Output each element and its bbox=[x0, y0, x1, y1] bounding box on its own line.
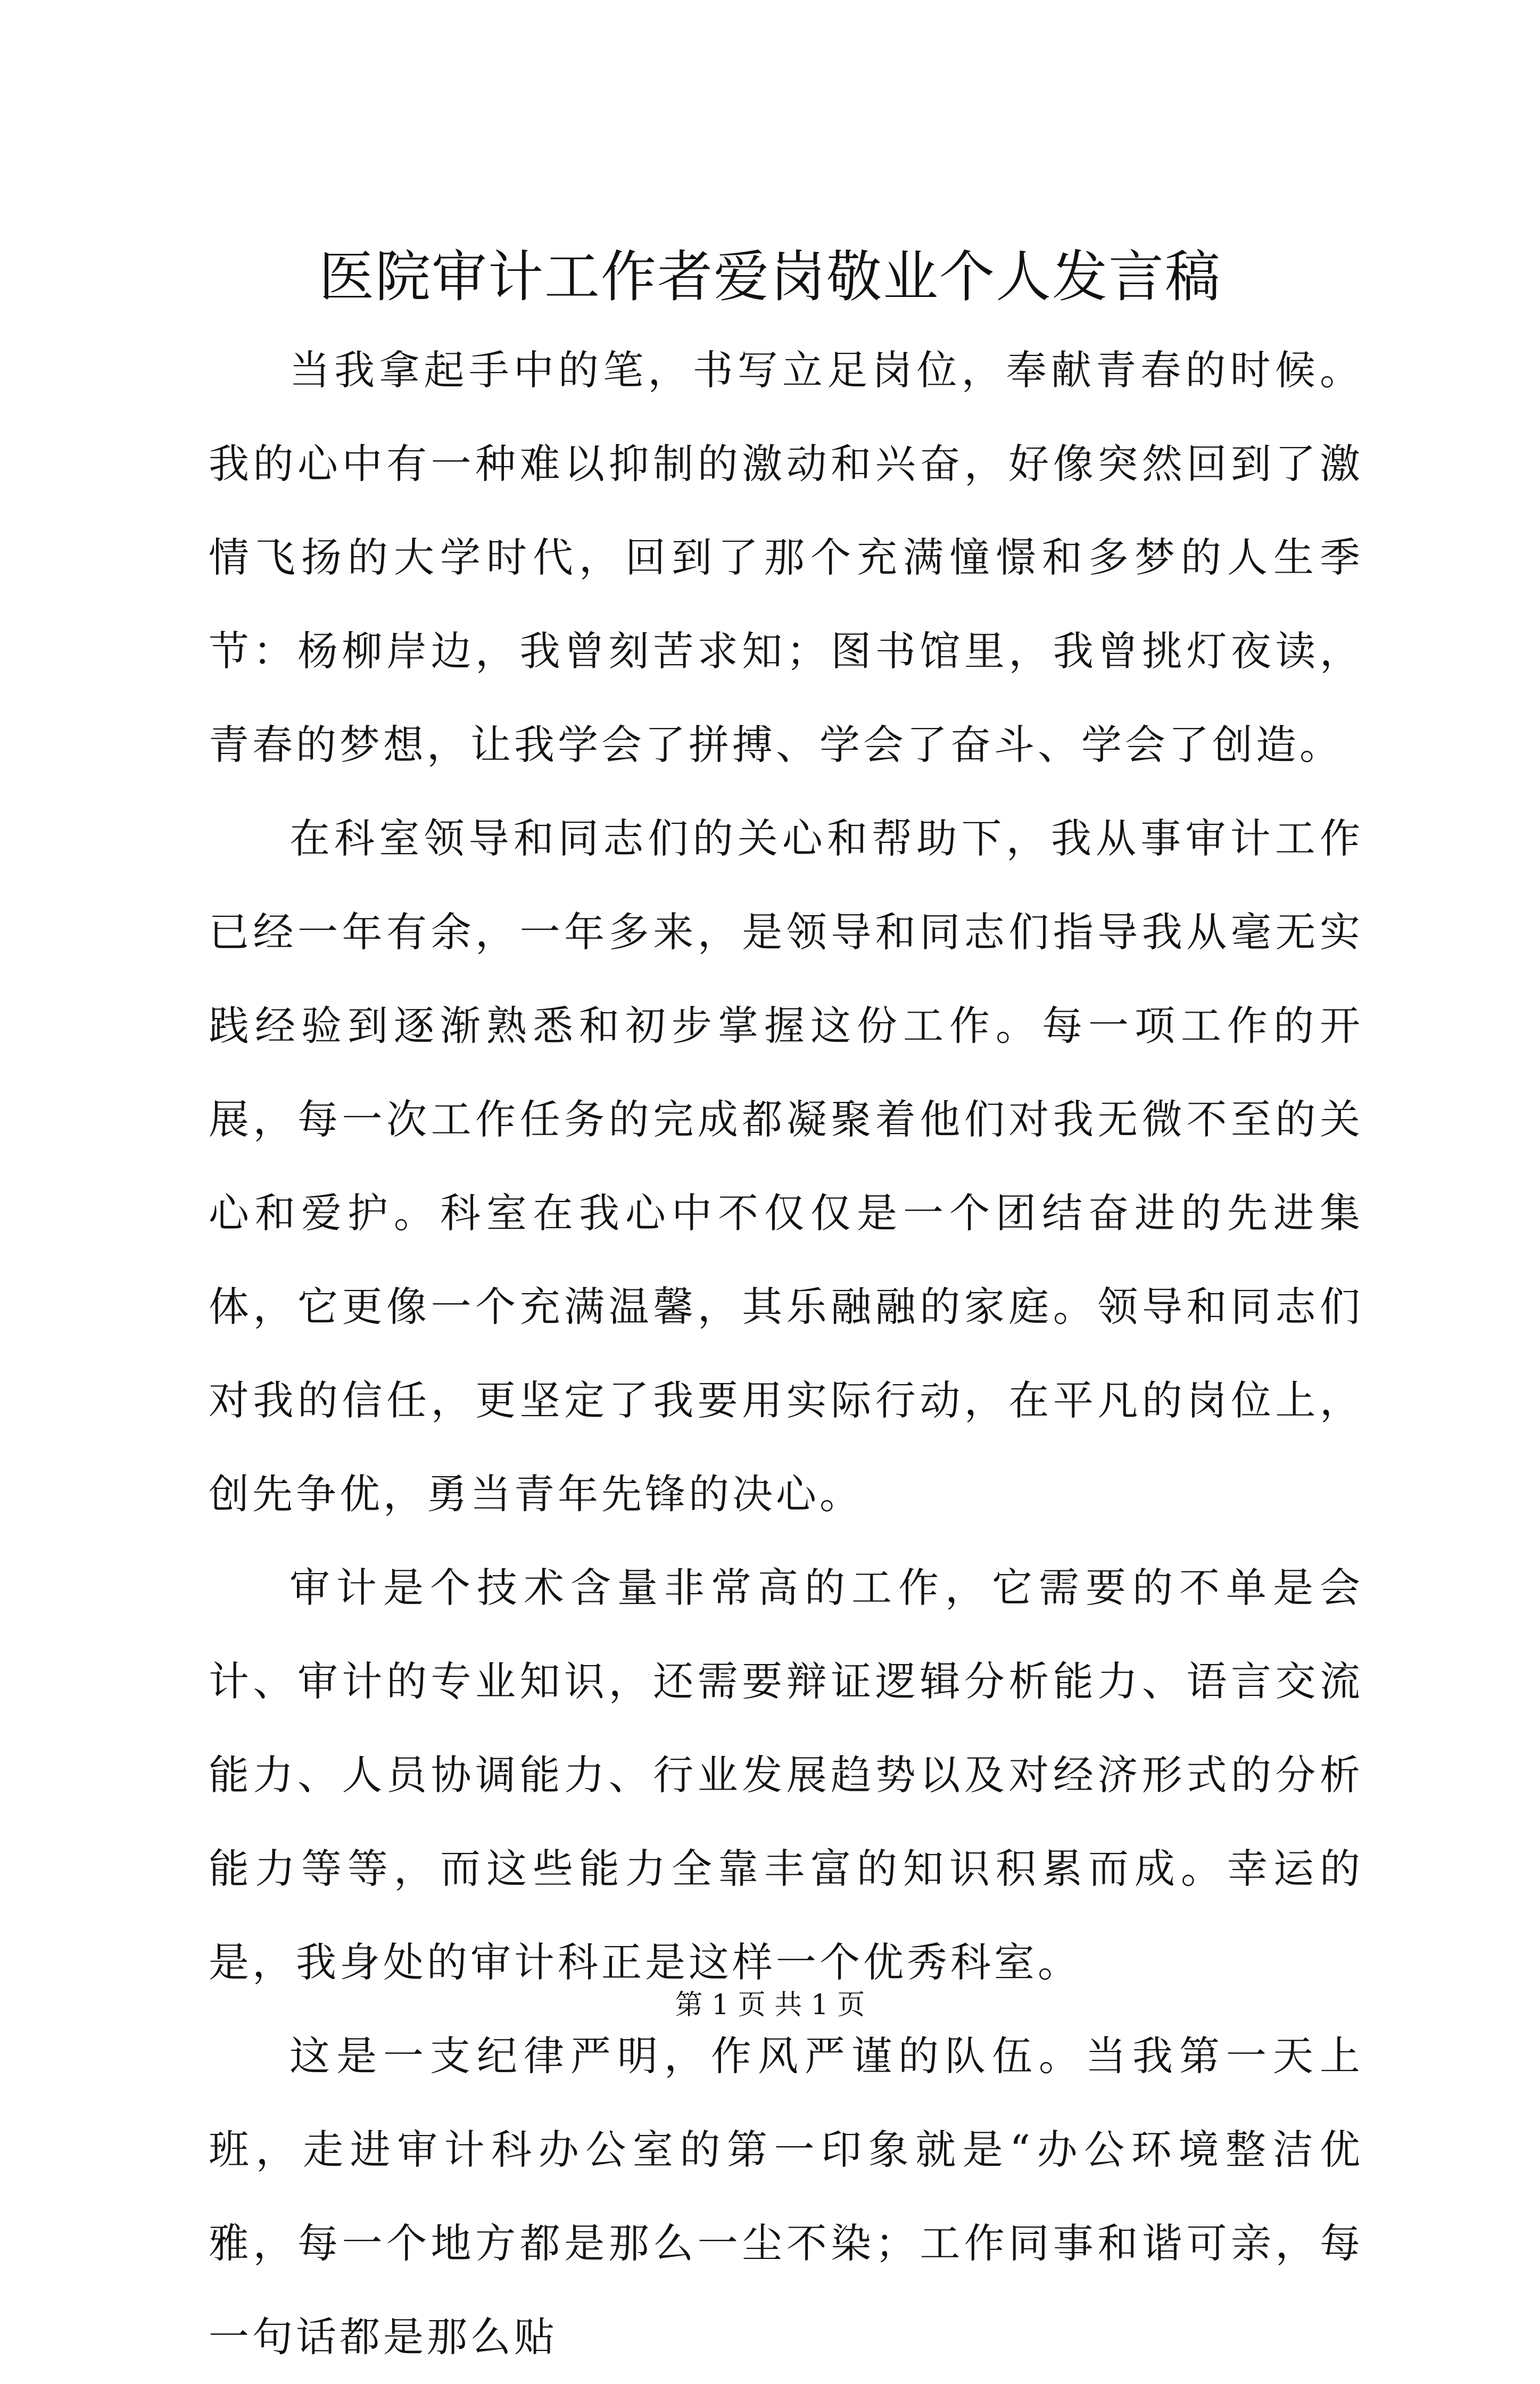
page-footer: 第 1 页 共 1 页 bbox=[675, 1989, 865, 2021]
paragraph-1: 当我拿起手中的笔，书写立足岗位，奉献青春的时候。我的心中有一种难以抑制的激动和兴奋，好像突然回到了激情飞扬的大学时代，回到了那个充满憧憬和多梦的人生季节：杨柳岸边，我曾刻苦求知；图书馆里，我曾挑灯夜读，青春的梦想，让我学会了拼搏、学会了奋斗、学会了创造。 bbox=[209, 346, 1363, 768]
paragraph-3: 审计是个技术含量非常高的工作，它需要的不单是会计、审计的专业知识，还需要辩证逻辑分析能力、语言交流能力、人员协调能力、行业发展趋势以及对经济形式的分析能力等等，而这些能力全靠丰富的知识积累而成。幸运的是，我身处的审计科正是这样一个优秀科室。 bbox=[209, 1564, 1363, 1986]
document-body bbox=[209, 324, 1363, 2384]
paragraph-4: 这是一支纪律严明，作风严谨的队伍。当我第一天上班，走进审计科办公室的第一印象就是“办公环境整洁优雅，每一个地方都是那么一尘不染；工作同事和谐可亲，每一句话都是那么贴 bbox=[209, 2032, 1363, 2361]
document-title: 医院审计工作者爱岗敬业个人发言稿 bbox=[318, 244, 1221, 309]
paragraph-2: 在科室领导和同志们的关心和帮助下，我从事审计工作已经一年有余，一年多来，是领导和同志们指导我从毫无实践经验到逐渐熟悉和初步掌握这份工作。每一项工作的开展，每一次工作任务的完成都凝聚着他们对我无微不至的关心和爱护。科室在我心中不仅仅是一个团结奋进的先进集体，它更像一个充满温馨，其乐融融的家庭。领导和同志们对我的信任，更坚定了我要用实际行动，在平凡的岗位上，创先争优，勇当青年先锋的决心。 bbox=[209, 815, 1363, 1518]
